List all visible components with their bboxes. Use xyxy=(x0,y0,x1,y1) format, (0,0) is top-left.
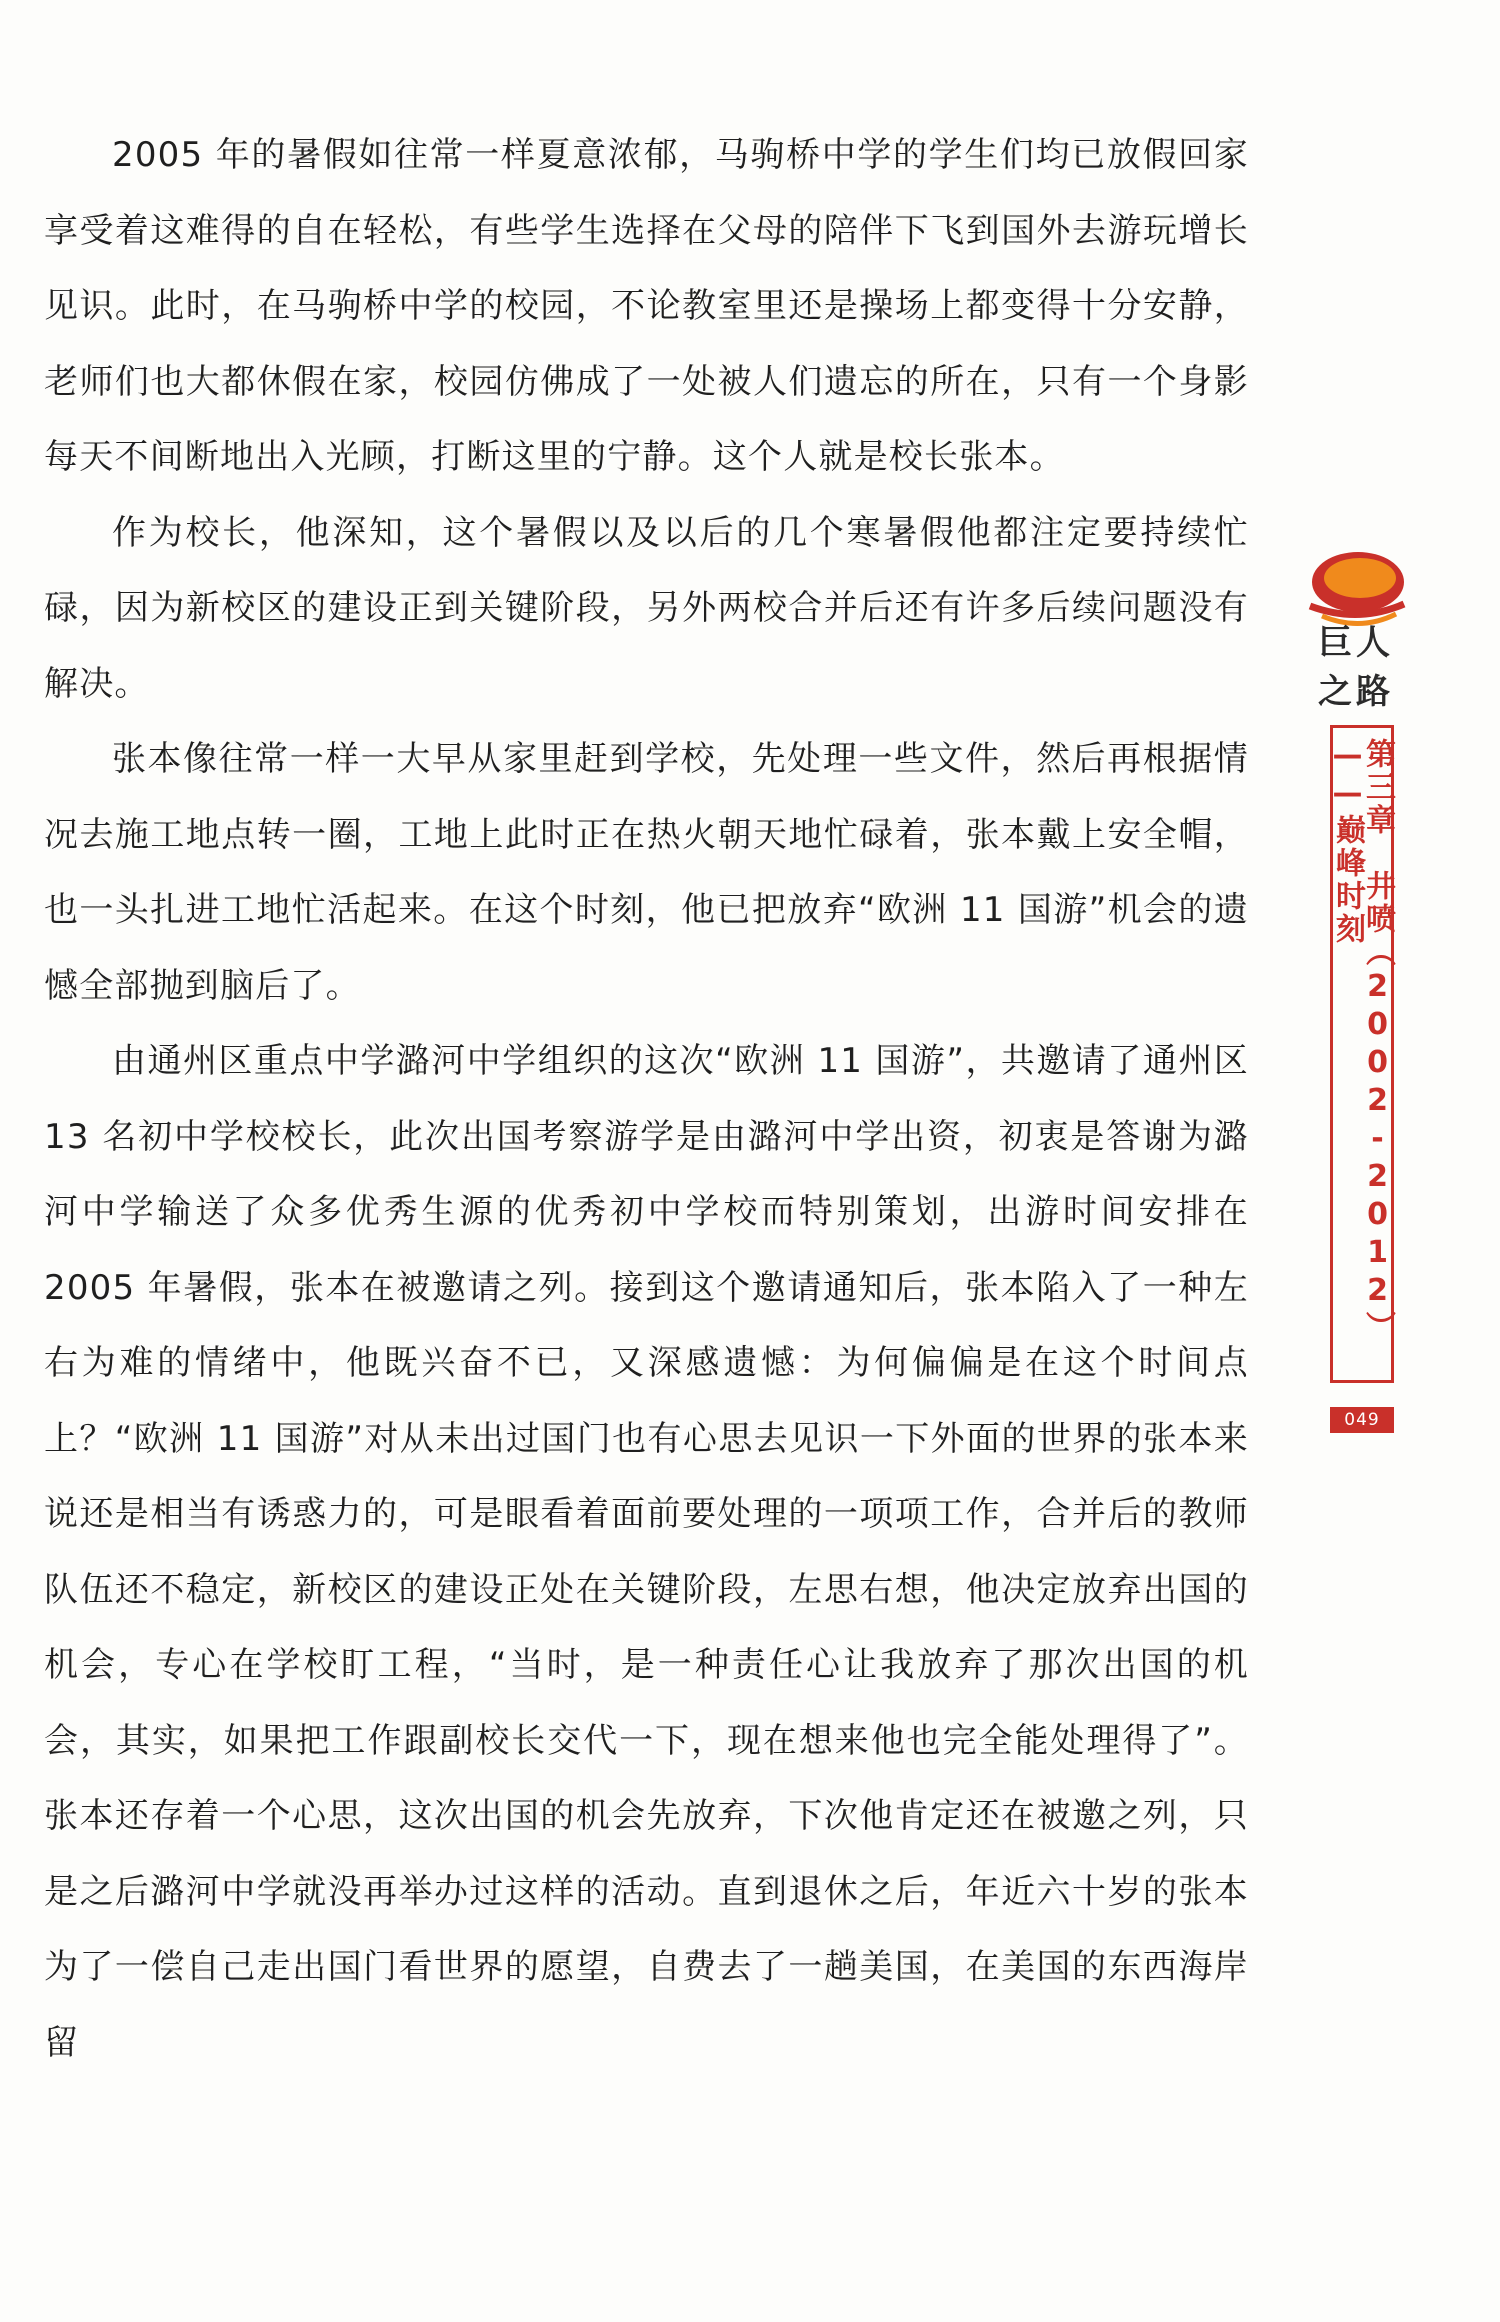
body-text xyxy=(44,118,1249,2081)
paragraph-4: 由通州区重点中学潞河中学组织的这次“欧洲 11 国游”，共邀请了通州区 13 名初中学校校长，此次出国考察游学是由潞河中学出资，初衷是答谢为潞河中学输送了众多优秀生源的优秀初中学校而特别策划，出游时间安排在 2005 年暑假，张本在被邀请之列。接到这个邀请通知后，张本陷入了一种左右为难的情绪中，他既兴奋不已，又深感遗憾：为何偏偏是在这个时间点上？“欧洲 11 国游”对从未出过国门也有心思去见识一下外面的世界的张本来说还是相当有诱惑力的，可是眼看着面前要处理的一项项工作，合并后的教师队伍还不稳定，新校区的建设正处在关键阶段，左思右想，他决定放弃出国的机会，专心在学校盯工程，“当时，是一种责任心让我放弃了那次出国的机会，其实，如果把工作跟副校长交代一下，现在想来他也完全能处理得了”。张本还存着一个心思，这次出国的机会先放弃，下次他肯定还在被邀之列，只是之后潞河中学就没再举办过这样的活动。直到退休之后，年近六十岁的张本为了一偿自己走出国门看世界的愿望，自费去了一趟美国，在美国的东西海岸留 xyxy=(44,1041,1249,2063)
page-number: 049 xyxy=(1330,1407,1394,1433)
paragraph-3: 张本像往常一样一大早从家里赶到学校，先处理一些文件，然后再根据情况去施工地点转一圈，工地上此时正在热火朝天地忙碌着，张本戴上安全帽，也一头扎进工地忙活起来。在这个时刻，他已把放弃“欧洲 11 国游”机会的遗憾全部抛到脑后了。 xyxy=(44,739,1249,1006)
paragraph-1: 2005 年的暑假如往常一样夏意浓郁，马驹桥中学的学生们均已放假回家享受着这难得的自在轻松，有些学生选择在父母的陪伴下飞到国外去游玩增长见识。此时，在马驹桥中学的校园，不论教室里还是操场上都变得十分安静，老师们也大都休假在家，校园仿佛成了一处被人们遗忘的所在，只有一个身影每天不间断地出入光顾，打断这里的宁静。这个人就是校长张本。 xyxy=(44,135,1249,477)
chapter-label: 第三章 井喷（2002-2012）——巅峰时刻 xyxy=(1330,738,1395,1344)
paragraph-2: 作为校长，他深知，这个暑假以及以后的几个寒暑假他都注定要持续忙碌，因为新校区的建设正到关键阶段，另外两校合并后还有许多后续问题没有解决。 xyxy=(44,512,1249,704)
logo-wordmark: 巨人之路 xyxy=(1318,623,1394,712)
chapter-box xyxy=(1330,725,1394,1383)
